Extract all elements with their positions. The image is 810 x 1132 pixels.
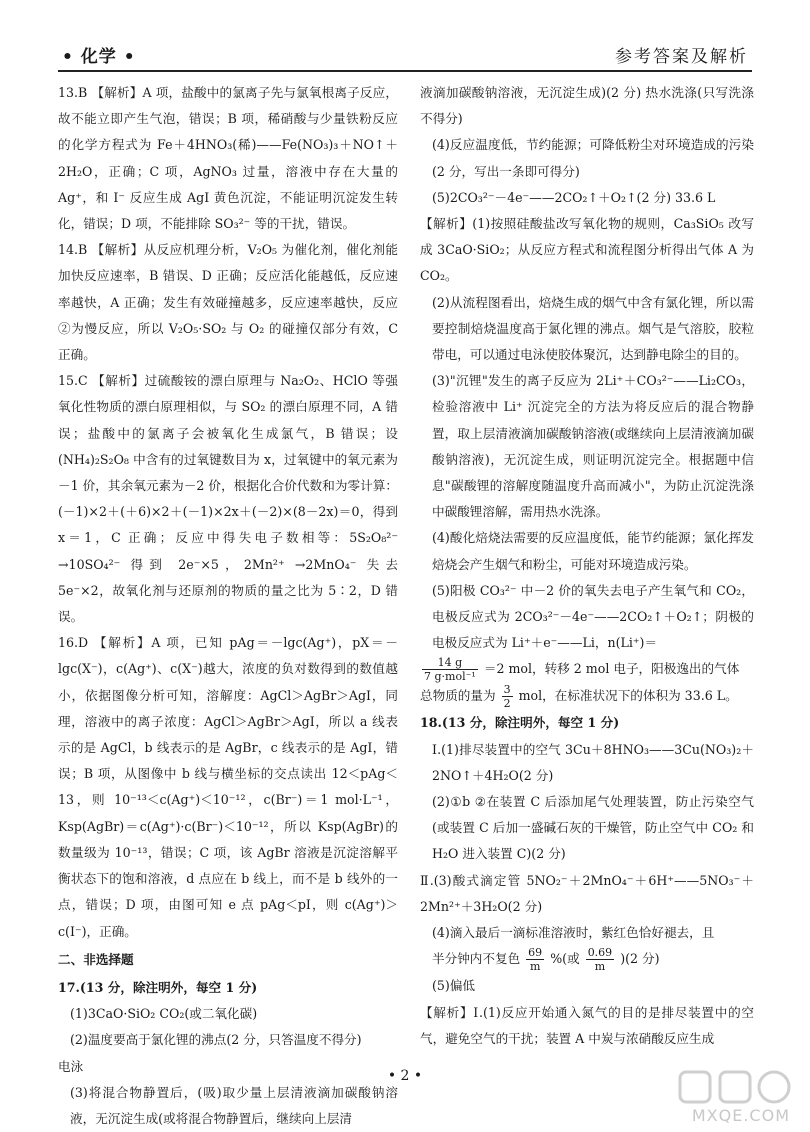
fraction-numerator: 0.69 [587, 946, 613, 960]
fraction-denominator: m [529, 960, 541, 974]
answer-17-5: (5)2CO₃²⁻－4e⁻——2CO₂↑＋O₂↑(2 分) 33.6 L [432, 189, 716, 205]
answer-18-4b-text-b: %(或 [550, 951, 580, 967]
answer-17-header: 17.(13 分，除注明外，每空 1 分) [58, 979, 258, 995]
answer-17-3-cont: 液滴加碳酸钠溶液，无沉淀生成)(2 分) 热水洗涤(只写洗涤不得分) [420, 85, 754, 127]
answer-18-4b-text-a: 半分钟内不复色 [432, 951, 521, 967]
answer-15: 15.C 【解析】过硫酸铵的漂白原理与 Na₂O₂、HClO 等强氧化性物质的漂白原理相似，与 SO₂ 的漂白原理不同，A 错误；盐酸中的氯离子会被氧化生成氯气，B 错误；设(NH₄)₂S₂O₈ 中含有的过氧键数目为 x，过氧键中的氧元素为－1 价，其余氧元素为－2 价，根据化合价代数和为零计算：(－1)×2＋(＋6)×2＋(－1)×2x＋(－2)×(8－2x)＝0，得到 x＝1，C 正确；反应中得失电子数相等：5S₂O₈²⁻ →10SO₄²⁻ 得到 2e⁻×5，2Mn²⁺ →2MnO₄⁻ 失去 5e⁻×2，故氧化剂与还原剂的物质的量之比为 5∶2，D 错误。 [58, 373, 398, 625]
answer-18-4b-text-c: )(2 分) [620, 951, 660, 967]
watermark-text: MXQE.COM [691, 1106, 790, 1125]
analysis-17-1: 【解析】(1)按照硅酸盐改写氧化物的规则，Ca₃SiO₅ 改写成 3CaO·SiO₂；从反应方程式和流程图分析得出气体 A 为 CO₂。 [420, 216, 754, 284]
answer-17-4: (4)反应温度低，节约能源；可降低粉尘对环境造成的污染(2 分，写出一条即可得分) [432, 137, 754, 179]
analysis-17-5-fraction-line [420, 656, 754, 683]
answer-18-5: (5)偏低 [432, 978, 476, 994]
fraction-numerator: 14 g [422, 656, 478, 670]
analysis-17-4: (4)酸化焙烧法需要的反应温度低，能节约能源；氯化挥发焙烧会产生烟气和粉尘，可能对环境造成污染。 [432, 530, 754, 572]
fraction-denominator: 7 g·mol⁻¹ [424, 670, 476, 684]
answer-17-2b: 电泳 [58, 1058, 84, 1074]
answer-18-2: (2)①b ②在装置 C 后添加尾气处理装置，防止污染空气(或装置 C 后加一盛碱石灰的干燥管，防止空气中 CO₂ 和 H₂O 进入装置 C)(2 分) [432, 794, 754, 862]
right-column [420, 80, 754, 1052]
left-column [58, 80, 398, 1132]
answer-18-4: (4)滴入最后一滴标准溶液时，紫红色恰好褪去，且 [432, 925, 715, 941]
answer-16: 16.D 【解析】A 项，已知 pAg＝－lgc(Ag⁺)，pX＝－lgc(X⁻)，c(Ag⁺)、c(X⁻)越大，浓度的负对数得到的数值越小，依据图像分析可知，溶解度：AgCl＞AgBr＞AgI，同理，溶液中的离子浓度：AgCl＞AgBr＞AgI，所以 a 线表示的是 AgCl，b 线表示的是 AgBr，c 线表示的是 AgI，错误；B 项，从图像中 b 线与横坐标的交点读出 12＜pAg＜13，则 10⁻¹³＜c(Ag⁺)＜10⁻¹²，c(Br⁻)＝1 mol·L⁻¹，Ksp(AgBr)＝c(Ag⁺)·c(Br⁻)＜10⁻¹²，所以 Ksp(AgBr)的数量级为 10⁻¹³，错误；C 项，该 AgBr 溶液是沉淀溶解平衡状态下的饱和溶液，d 点应在 b 线上，而不是 b 线外的一点，错误；D 项，由图可知 e 点 pAg＜pI，则 c(Ag⁺)＞c(I⁻)，正确。 [58, 635, 398, 939]
analysis-18: 【解析】Ⅰ.(1)反应开始通入氮气的目的是排尽装置中的空气，避免空气的干扰；装置 A 中炭与浓硝酸反应生成 [420, 1004, 754, 1046]
subject-label: • 化学 • [62, 47, 136, 67]
fraction-denominator: 2 [503, 697, 511, 711]
answer-18-header: 18.(13 分，除注明外，每空 1 分) [420, 715, 620, 731]
answer-13: 13.B 【解析】A 项，盐酸中的氯离子先与氯氧根离子反应，故不能立即产生气泡，错误；B 项，稀硝酸与少量铁粉反应的化学方程式为 Fe＋4HNO₃(稀)——Fe(NO₃)₃＋NO↑＋2H₂O，正确；C 项，AgNO₃ 过量，溶液中存在大量的 Ag⁺，和 I⁻ 反应生成 AgI 黄色沉淀，不能证明沉淀发生转化，错误；D 项，不能排除 SO₃²⁻ 等的干扰，错误。 [58, 85, 398, 232]
fraction-069-over-m [586, 946, 615, 973]
fraction-numerator: 69 [528, 946, 543, 960]
header-title: 参考答案及解析 [615, 47, 748, 67]
total-text-a: 总物质的量为 [420, 688, 496, 704]
analysis-17-5-total [420, 683, 754, 710]
answer-17-1: (1)3CaO·SiO₂ CO₂(或二氧化碳) [70, 1006, 258, 1022]
fraction-three-halves [502, 683, 513, 710]
page-number: • 2 • [387, 1068, 423, 1084]
answer-17-3: (3)将混合物静置后，(吸)取少量上层清液滴加碳酸钠溶液，无沉淀生成(或将混合物静置后，继续向上层清 [70, 1084, 398, 1126]
total-text-b: mol，在标准状况下的体积为 33.6 L。 [518, 688, 738, 704]
fraction-denominator: m [594, 960, 606, 974]
watermark-logo [676, 1068, 796, 1108]
answer-18-1: Ⅰ.(1)排尽装置中的空气 3Cu＋8HNO₃——3Cu(NO₃)₂＋2NO↑＋4H₂O(2 分) [432, 741, 754, 783]
section-heading: 二、非选择题 [58, 951, 134, 967]
analysis-17-2: (2)从流程图看出，焙烧生成的烟气中含有氯化锂，所以需要控制焙烧温度高于氯化锂的沸点。烟气是气溶胶，胶粒带电，可以通过电泳使胶体聚沉，达到静电除尘的目的。 [432, 294, 754, 363]
fraction-69-over-m [526, 946, 544, 973]
analysis-17-3: (3)"沉锂"发生的离子反应为 2Li⁺＋CO₃²⁻——Li₂CO₃，检验溶液中 Li⁺ 沉淀完全的方法为将反应后的混合物静置，取上层清液滴加碳酸钠溶液(或继续向上层清液滴加碳酸钠溶液)，无沉淀生成，则证明沉淀完全。根据题中信息"碳酸锂的溶解度随温度升高而减小"，为防止沉淀洗涤中碳酸锂溶解，需用热水洗涤。 [432, 373, 754, 520]
answer-18-3: Ⅱ.(3)酸式滴定管 5NO₂⁻＋2MnO₄⁻＋6H⁺——5NO₃⁻＋2Mn²⁺＋3H₂O(2 分) [420, 872, 754, 914]
fraction-numerator: 3 [503, 683, 511, 697]
answer-18-4b [420, 946, 754, 973]
page-header [58, 36, 752, 72]
answer-14: 14.B 【解析】从反应机理分析，V₂O₅ 为催化剂，催化剂能加快反应速率，B 错误、D 正确；反应活化能越低，反应速率越快，A 正确；发生有效碰撞越多，反应速率越快，反应②为慢反应，所以 V₂O₅·SO₂ 与 O₂ 的碰撞仅部分有效，C 正确。 [58, 242, 398, 363]
fraction-moles [422, 656, 478, 683]
answer-17-2: (2)温度要高于氯化锂的沸点(2 分，只答温度不得分) [70, 1032, 362, 1048]
analysis-17-5-cont: ＝2 mol，转移 2 mol 电子，阳极逸出的气体 [483, 661, 740, 677]
analysis-17-5: (5)阳极 CO₃²⁻ 中－2 价的氧失去电子产生氧气和 CO₂，电极反应式为 2CO₃²⁻－4e⁻——2CO₂↑＋O₂↑；阴极的电极反应式为 Li⁺＋e⁻——Li，n(Li⁺)＝ [432, 582, 754, 651]
